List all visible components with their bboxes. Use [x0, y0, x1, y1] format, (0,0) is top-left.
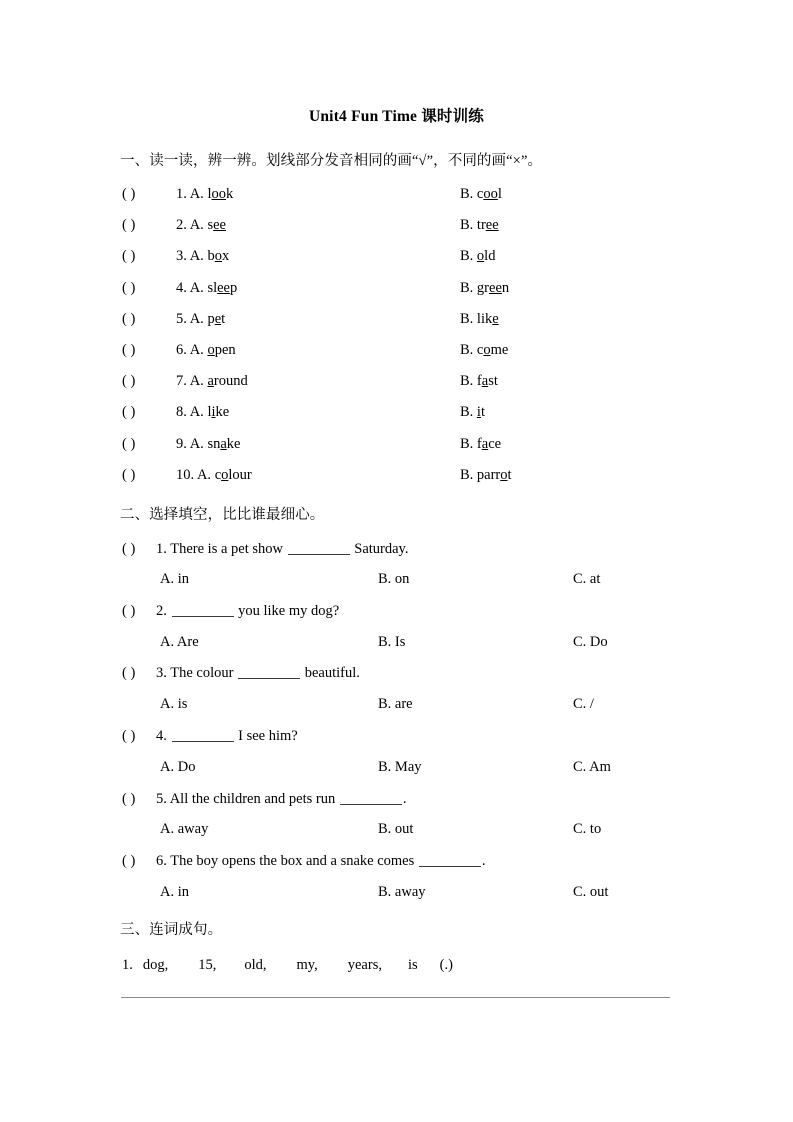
stem-text-before: There is a pet show	[170, 540, 287, 557]
choice-b[interactable]: B. on	[378, 571, 410, 587]
phonics-row	[122, 467, 722, 489]
option-b-word: green	[476, 279, 510, 296]
choice-c[interactable]: C. at	[573, 571, 601, 587]
answer-line[interactable]	[121, 997, 670, 998]
answer-bracket[interactable]: ( )	[122, 602, 136, 619]
answer-bracket[interactable]: ( )	[122, 435, 136, 452]
option-b[interactable]	[460, 186, 502, 203]
phonics-row	[122, 280, 722, 302]
option-b-label: B.	[460, 342, 474, 358]
answer-bracket[interactable]: ( )	[122, 466, 136, 483]
item-number: 6.	[156, 852, 167, 869]
option-b-word: it	[476, 404, 485, 421]
option-a[interactable]	[176, 217, 226, 234]
scrambled-word: old,	[244, 957, 267, 973]
underlined-part: o	[500, 466, 508, 483]
item-number: 6.	[176, 342, 187, 358]
item-number: 5.	[176, 310, 187, 327]
section-header-three: 三、连词成句。	[120, 922, 223, 938]
option-a-word: see	[207, 217, 226, 234]
answer-bracket[interactable]: ( )	[122, 373, 136, 390]
answer-bracket[interactable]: ( )	[122, 186, 136, 202]
item-number: 7.	[176, 373, 187, 390]
stem-text-after: I see him?	[234, 727, 298, 744]
scrambled-word: (.)	[439, 957, 453, 973]
option-a[interactable]	[176, 436, 240, 453]
option-b-word: face	[476, 435, 502, 452]
answer-bracket[interactable]: ( )	[122, 790, 136, 807]
word-order-number: 1.	[122, 957, 133, 973]
option-a[interactable]	[176, 373, 248, 390]
option-b-label: B.	[460, 279, 474, 296]
answer-bracket[interactable]: ( )	[122, 217, 136, 234]
phonics-row	[122, 404, 722, 426]
stem-text-after: beautiful.	[301, 664, 360, 681]
option-a[interactable]	[176, 467, 252, 484]
underlined-part: o	[221, 466, 229, 483]
option-a[interactable]	[176, 280, 237, 297]
underlined-part: oo	[211, 186, 226, 202]
choice-a[interactable]: A. is	[160, 696, 188, 712]
option-a[interactable]	[176, 186, 233, 203]
fill-blank[interactable]	[172, 727, 234, 742]
section-header-two: 二、选择填空，比比谁最细心。	[120, 507, 325, 523]
item-number: 1.	[156, 540, 167, 557]
option-a-word: colour	[214, 466, 252, 483]
answer-bracket[interactable]: ( )	[122, 248, 136, 265]
choice-b[interactable]: B. out	[378, 821, 414, 837]
phonics-row	[122, 248, 722, 270]
choice-b[interactable]: B. Is	[378, 634, 406, 650]
option-b[interactable]	[460, 373, 498, 390]
option-b[interactable]	[460, 436, 501, 453]
option-a-label: A.	[189, 310, 204, 327]
option-b-word: come	[476, 342, 509, 358]
stem-text-after: Saturday.	[350, 540, 409, 557]
choice-b[interactable]: B. are	[378, 696, 413, 712]
option-b[interactable]	[460, 248, 495, 265]
option-b-label: B.	[460, 217, 474, 234]
cloze-stem	[122, 852, 486, 870]
option-b[interactable]	[460, 467, 512, 484]
stem-text-after: .	[402, 790, 407, 807]
option-b-word: fast	[476, 373, 498, 390]
option-a-label: A.	[189, 373, 204, 390]
answer-bracket[interactable]: ( )	[122, 342, 136, 358]
answer-bracket[interactable]: ( )	[122, 727, 136, 744]
option-a[interactable]	[176, 342, 236, 359]
choice-c[interactable]: C. out	[573, 884, 609, 900]
option-b-label: B.	[460, 373, 474, 390]
item-number: 2.	[156, 602, 167, 619]
item-number: 3.	[176, 248, 187, 265]
choice-c[interactable]: C. to	[573, 821, 602, 837]
option-b[interactable]	[460, 404, 485, 421]
option-a-label: A.	[196, 466, 212, 483]
underlined-part: ee	[213, 217, 226, 234]
choice-b[interactable]: B. away	[378, 884, 426, 900]
choice-c[interactable]: C. /	[573, 696, 594, 712]
option-a-label: A.	[189, 186, 204, 202]
item-number: 4.	[156, 727, 167, 744]
option-b-word: old	[476, 248, 496, 265]
option-a-word: open	[207, 342, 236, 358]
fill-blank[interactable]	[419, 852, 481, 867]
underlined-part: o	[214, 248, 222, 265]
option-a-word: pet	[207, 310, 226, 327]
page-title: Unit4 Fun Time 课时训练	[308, 108, 485, 125]
option-b-word: tree	[476, 217, 499, 234]
option-b-label: B.	[460, 186, 474, 202]
cloze-stem	[122, 540, 408, 558]
option-b[interactable]	[460, 280, 509, 297]
underlined-part: oo	[483, 186, 498, 202]
underlined-part: o	[207, 342, 215, 358]
option-a[interactable]	[176, 248, 229, 265]
option-a-label: A.	[189, 342, 204, 358]
underlined-part: e	[214, 310, 222, 327]
fill-blank[interactable]	[340, 790, 402, 805]
phonics-row	[122, 186, 722, 208]
fill-blank[interactable]	[238, 664, 300, 679]
underlined-part: a	[220, 435, 227, 452]
answer-bracket[interactable]: ( )	[122, 664, 136, 681]
item-number: 1.	[176, 186, 187, 202]
phonics-row	[122, 217, 722, 239]
choice-b[interactable]: B. May	[378, 759, 422, 775]
underlined-part: a	[481, 373, 489, 390]
stem-text-before: The colour	[170, 664, 238, 681]
choice-a[interactable]: A. Are	[160, 634, 199, 650]
choice-a[interactable]: A. in	[160, 571, 189, 587]
option-a[interactable]	[176, 404, 229, 421]
cloze-stem	[122, 602, 339, 620]
option-b[interactable]	[460, 342, 508, 359]
scrambled-word: my,	[296, 957, 318, 973]
cloze-stem	[122, 727, 298, 745]
underlined-part: i	[476, 404, 481, 421]
underlined-part: ee	[485, 217, 499, 234]
item-number: 9.	[176, 435, 187, 452]
section-header-one: 一、读一读，辨一辨。划线部分发音相同的画“√”，不同的画“×”。	[120, 153, 543, 169]
answer-bracket[interactable]: ( )	[122, 310, 136, 327]
option-a-word: around	[207, 373, 248, 390]
option-a-label: A.	[189, 279, 204, 296]
option-a-label: A.	[189, 404, 204, 421]
option-b-label: B.	[460, 310, 474, 327]
option-b-label: B.	[460, 248, 474, 265]
option-a-word: like	[207, 404, 230, 421]
cloze-stem	[122, 664, 360, 682]
option-a-word: sleep	[207, 279, 238, 296]
choice-c[interactable]: C. Am	[573, 759, 611, 775]
phonics-row	[122, 373, 722, 395]
underlined-part: ee	[489, 279, 502, 296]
underlined-part: e	[492, 310, 499, 327]
item-number: 5.	[156, 790, 167, 807]
underlined-part: o	[476, 248, 485, 265]
answer-bracket[interactable]: ( )	[122, 852, 136, 869]
scrambled-word: years,	[347, 957, 382, 973]
option-b-label: B.	[460, 435, 474, 452]
phonics-row	[122, 342, 722, 364]
option-b-label: B.	[460, 404, 474, 421]
option-a-word: box	[207, 248, 230, 265]
stem-text-after: you like my dog?	[234, 602, 340, 619]
choice-a[interactable]: A. Do	[160, 759, 196, 775]
item-number: 10.	[176, 466, 195, 483]
underlined-part: i	[211, 404, 216, 421]
cloze-stem	[122, 790, 406, 808]
answer-bracket[interactable]: ( )	[122, 540, 136, 557]
scrambled-word: is	[407, 957, 418, 973]
option-b[interactable]	[460, 311, 499, 328]
fill-blank[interactable]	[172, 602, 234, 617]
underlined-part: a	[207, 373, 214, 390]
option-a-label: A.	[189, 248, 204, 265]
answer-bracket[interactable]: ( )	[122, 279, 136, 296]
choice-c[interactable]: C. Do	[573, 634, 608, 650]
item-number: 8.	[176, 404, 187, 421]
item-number: 4.	[176, 279, 187, 296]
stem-text-after: .	[481, 852, 486, 869]
fill-blank[interactable]	[288, 540, 350, 555]
scrambled-word: 15,	[198, 957, 217, 973]
answer-bracket[interactable]: ( )	[122, 404, 136, 421]
choice-a[interactable]: A. away	[160, 821, 209, 837]
item-number: 3.	[156, 664, 167, 681]
option-a-label: A.	[189, 217, 204, 234]
phonics-row	[122, 311, 722, 333]
item-number: 2.	[176, 217, 187, 234]
option-b-word: cool	[476, 186, 502, 202]
stem-text-before: All the children and pets run	[169, 790, 339, 807]
option-a-word: snake	[207, 435, 241, 452]
choice-a[interactable]: A. in	[160, 884, 189, 900]
underlined-part: a	[481, 435, 489, 452]
word-order-item	[122, 957, 453, 974]
option-b-word: parrot	[476, 466, 512, 483]
underlined-part: ee	[217, 279, 230, 296]
option-a[interactable]	[176, 311, 225, 328]
option-a-label: A.	[189, 435, 204, 452]
option-b[interactable]	[460, 217, 499, 234]
phonics-row	[122, 436, 722, 458]
stem-text-before: The boy opens the box and a snake comes	[170, 852, 418, 869]
option-b-word: like	[476, 310, 499, 327]
scrambled-word: dog,	[142, 957, 169, 973]
option-a-word: look	[207, 186, 234, 202]
option-b-label: B.	[460, 466, 474, 483]
underlined-part: o	[483, 342, 491, 358]
